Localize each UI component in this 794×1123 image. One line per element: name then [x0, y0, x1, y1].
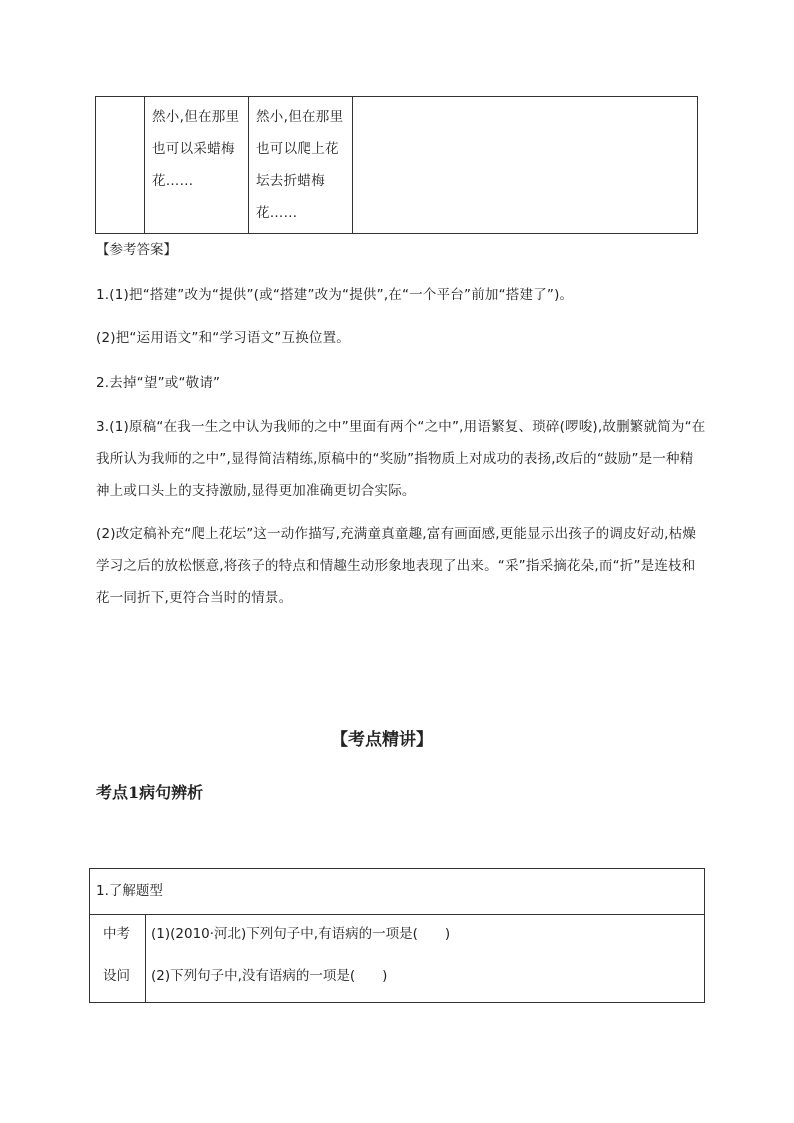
question-2: (2)下列句子中,没有语病的一项是( ) [151, 968, 388, 984]
point-title: 考点1病句辨析 [96, 783, 204, 802]
answer-heading: 【参考答案】 [96, 242, 177, 258]
label-bottom: 设问 [103, 968, 130, 984]
table-header-row [90, 869, 704, 915]
answer-3-2: (2)改定稿补充“爬上花坛”这一动作描写,充满童真童趣,富有画面感,更能显示出孩子的调皮好动,枯燥学习之后的放松惬意,将孩子的特点和情趣生动形象地表现了出来。“采”指采摘花朵,而“折”是连枝和花一同折下,更符合当时的情景。 [96, 526, 697, 606]
question-type-table [89, 868, 705, 1003]
table-cell-empty [353, 97, 697, 233]
table-cell-empty [96, 97, 145, 233]
answer-2: 2.去掉“望”或“敬请” [96, 375, 221, 391]
table-cell [145, 97, 249, 233]
answer-3-1: 3.(1)原稿“在我一生之中认为我师的之中”里面有两个“之中”,用语繁复、琐碎(啰唆),故删繁就简为“在我所认为我师的之中”,显得简洁精练,原稿中的“奖励”指物质上对成功的表扬,改后的“鼓励”是一种精神上或口头上的支持激励,显得更加准确更切合实际。 [96, 419, 706, 499]
answer-1-2: (2)把“运用语文”和“学习语文”互换位置。 [96, 330, 350, 346]
question-1: (1)(2010·河北)下列句子中,有语病的一项是( ) [151, 926, 451, 942]
table-label-cell [90, 914, 146, 1002]
row-title: 1.了解题型 [96, 883, 163, 899]
table-cell [249, 97, 353, 233]
label-top: 中考 [103, 926, 130, 942]
table-question-cell [145, 914, 704, 1002]
top-table [95, 96, 698, 234]
cell-text: 然小,但在那里也可以爬上花坛去折蜡梅花…… [256, 109, 344, 221]
answer-1-1: 1.(1)把“搭建”改为“提供”(或“搭建”改为“提供”,在“一个平台”前加“搭建了”)。 [96, 287, 574, 303]
section-title: 【考点精讲】 [331, 730, 433, 750]
cell-text: 然小,但在那里也可以采蜡梅花…… [152, 109, 240, 189]
